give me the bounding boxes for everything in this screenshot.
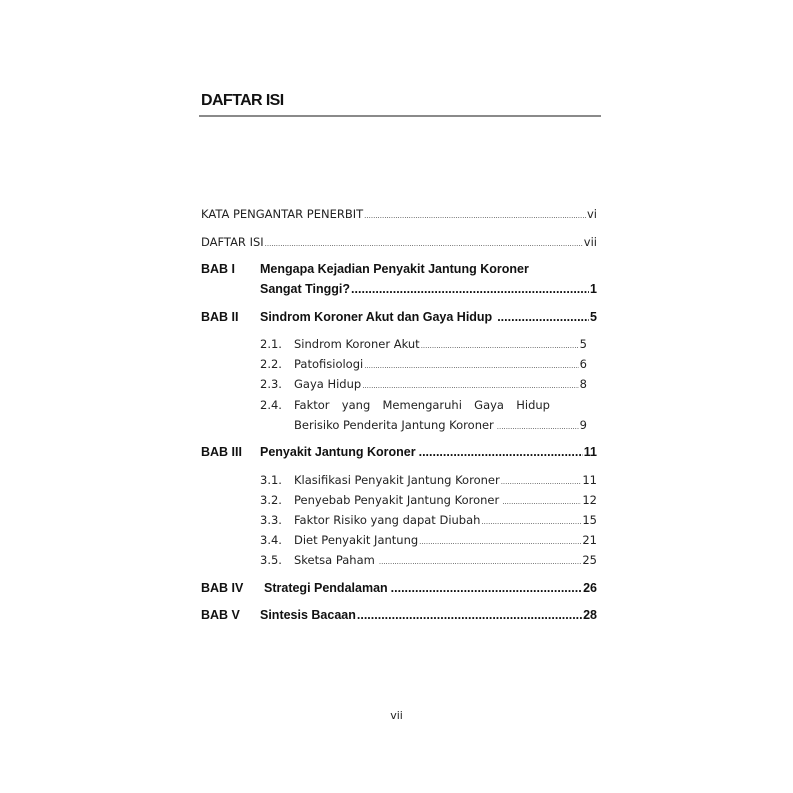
toc-entry-section-line1[interactable] (294, 396, 550, 414)
chapter-title: Sintesis Bacaan (260, 608, 356, 622)
chapter-title-line[interactable] (260, 260, 529, 278)
section-number: 2.3. (260, 377, 282, 391)
section-page: 5 (579, 337, 587, 351)
section-title: Gaya Hidup (294, 377, 362, 391)
section-title-word: Gaya (474, 398, 504, 412)
chapter-page: 26 (583, 581, 597, 595)
dot-leader (364, 207, 586, 225)
toc-entry-label: KATA PENGANTAR PENERBIT (201, 207, 364, 221)
section-title-word: Hidup (516, 398, 550, 412)
chapter-page: 28 (583, 608, 597, 622)
dot-leader (419, 533, 581, 551)
section-number: 3.3. (260, 513, 282, 527)
page-number: vii (390, 709, 403, 722)
dot-leader (419, 443, 583, 461)
chapter-title: Mengapa Kejadian Penyakit Jantung Koroner (260, 262, 529, 276)
dot-leader (357, 606, 582, 624)
dot-leader (364, 357, 578, 375)
section-title: Klasifikasi Penyakit Jantung Koroner (294, 473, 500, 487)
section-number: 2.1. (260, 337, 282, 351)
toc-entry-bab-3[interactable] (260, 443, 597, 461)
toc-entry-kata-pengantar[interactable] (201, 205, 597, 223)
section-page: 6 (579, 357, 587, 371)
dot-leader (265, 235, 583, 253)
section-title-word: Memengaruhi (382, 398, 462, 412)
toc-entry-section[interactable] (294, 471, 597, 489)
dot-leader (497, 308, 589, 326)
section-title: Sindrom Koroner Akut (294, 337, 420, 351)
page-title: DAFTAR ISI (201, 92, 284, 109)
toc-entry-bab-2[interactable] (260, 308, 597, 326)
section-number: 2.2. (260, 357, 282, 371)
section-title: Faktor Risiko yang dapat Diubah (294, 513, 481, 527)
section-title: Penyebab Penyakit Jantung Koroner (294, 493, 500, 507)
dot-leader (421, 337, 579, 355)
chapter-label: BAB I (201, 262, 236, 276)
dot-leader (502, 493, 581, 511)
dot-leader (379, 553, 582, 571)
dot-leader (501, 473, 582, 491)
chapter-label: BAB III (201, 445, 242, 459)
toc-entry-label: DAFTAR ISI (201, 235, 264, 249)
section-number: 3.2. (260, 493, 282, 507)
toc-entry-bab-4[interactable] (264, 579, 597, 597)
toc-entry-section[interactable] (294, 355, 587, 373)
chapter-title: Sindrom Koroner Akut dan Gaya Hidup (260, 310, 493, 324)
chapter-label: BAB V (201, 608, 240, 622)
chapter-label: BAB IV (201, 581, 244, 595)
section-page: 12 (582, 493, 597, 507)
dot-leader (497, 418, 579, 436)
chapter-title: Penyakit Jantung Koroner (260, 445, 416, 459)
section-number: 3.1. (260, 473, 282, 487)
chapter-title: Sangat Tinggi? (260, 282, 351, 296)
section-page: 9 (579, 418, 587, 432)
section-number: 3.4. (260, 533, 282, 547)
toc-entry-daftar-isi[interactable] (201, 233, 597, 251)
toc-entry-section[interactable] (294, 375, 587, 393)
section-page: 15 (582, 513, 597, 527)
dot-leader (362, 377, 578, 395)
dot-leader (391, 579, 582, 597)
toc-entry-page: vii (583, 235, 597, 249)
section-title-word: Faktor (294, 398, 330, 412)
section-page: 8 (579, 377, 587, 391)
toc-entry-section[interactable] (294, 551, 597, 569)
toc-entry-page: vi (586, 207, 597, 221)
dot-leader (481, 513, 581, 531)
section-page: 11 (582, 473, 597, 487)
toc-entry-section[interactable] (294, 416, 587, 434)
toc-entry-section[interactable] (294, 531, 597, 549)
title-rule (199, 115, 601, 117)
toc-entry-bab-5[interactable] (260, 606, 597, 624)
section-title: Berisiko Penderita Jantung Koroner (294, 418, 494, 432)
section-title: Patofisiologi (294, 357, 364, 371)
chapter-page: 5 (590, 310, 597, 324)
section-number: 2.4. (260, 398, 282, 412)
section-page: 25 (582, 553, 597, 567)
toc-entry-section[interactable] (294, 491, 597, 509)
chapter-page: 1 (590, 282, 597, 296)
section-page: 21 (582, 533, 597, 547)
section-title: Diet Penyakit Jantung (294, 533, 419, 547)
chapter-title: Strategi Pendalaman (264, 581, 388, 595)
chapter-page: 11 (583, 445, 597, 459)
toc-entry-section[interactable] (294, 335, 587, 353)
section-number: 3.5. (260, 553, 282, 567)
toc-entry-section[interactable] (294, 511, 597, 529)
section-title-word: yang (341, 398, 371, 412)
chapter-label: BAB II (201, 310, 239, 324)
dot-leader (351, 280, 589, 298)
section-title: Sketsa Paham (294, 553, 375, 567)
toc-entry-bab-1[interactable] (260, 280, 597, 298)
